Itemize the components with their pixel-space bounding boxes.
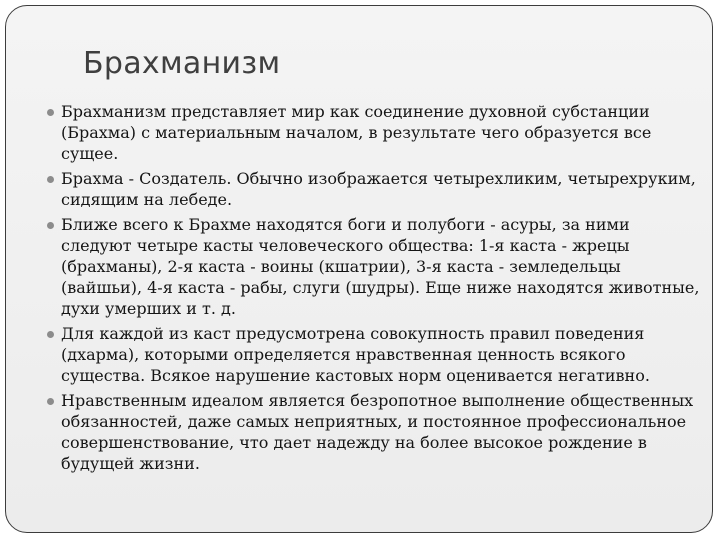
bullet-text: Для каждой из каст предусмотрена совокупность правил поведения (дхарма), которыми определяется нравственная ценность всякого существа. Всякое нарушение кастовых норм оценивается негативно. bbox=[61, 324, 650, 385]
bullet-list bbox=[61, 101, 701, 478]
slide bbox=[5, 5, 713, 533]
bullet-item-moral-ideal bbox=[61, 390, 701, 474]
bullet-item-brahmanism bbox=[61, 101, 701, 164]
slide-title: Брахманизм bbox=[83, 46, 281, 81]
bullet-item-brahma-creator bbox=[61, 168, 701, 210]
bullet-text: Нравственным идеалом является безропотное выполнение общественных обязанностей, даже самых неприятных, и постоянное профессиональное совершенствование, что дает надежду на более высокое рождение в будущей жизни. bbox=[61, 391, 694, 473]
bullet-dot-icon bbox=[47, 109, 54, 116]
bullet-dot-icon bbox=[47, 398, 54, 405]
bullet-text: Ближе всего к Брахме находятся боги и полубоги - асуры, за ними следуют четыре касты человеческого общества: 1-я каста - жрецы (брахманы), 2-я каста - воины (кшатрии), 3-я каста - земледельцы (вайшьи), 4-я каста - рабы, слуги (шудры). Еще ниже находятся животные, духи умерших и т. д. bbox=[61, 215, 700, 318]
bullet-dot-icon bbox=[47, 222, 54, 229]
bullet-dot-icon bbox=[47, 331, 54, 338]
bullet-text: Брахма - Создатель. Обычно изображается четырехликим, четырехруким, сидящим на лебеде. bbox=[61, 169, 696, 209]
bullet-dot-icon bbox=[47, 176, 54, 183]
bullet-item-dharma bbox=[61, 323, 701, 386]
bullet-text: Брахманизм представляет мир как соединение духовной субстанции (Брахма) с материальным началом, в результате чего образуется все сущее. bbox=[61, 102, 652, 163]
bullet-item-castes bbox=[61, 214, 701, 319]
